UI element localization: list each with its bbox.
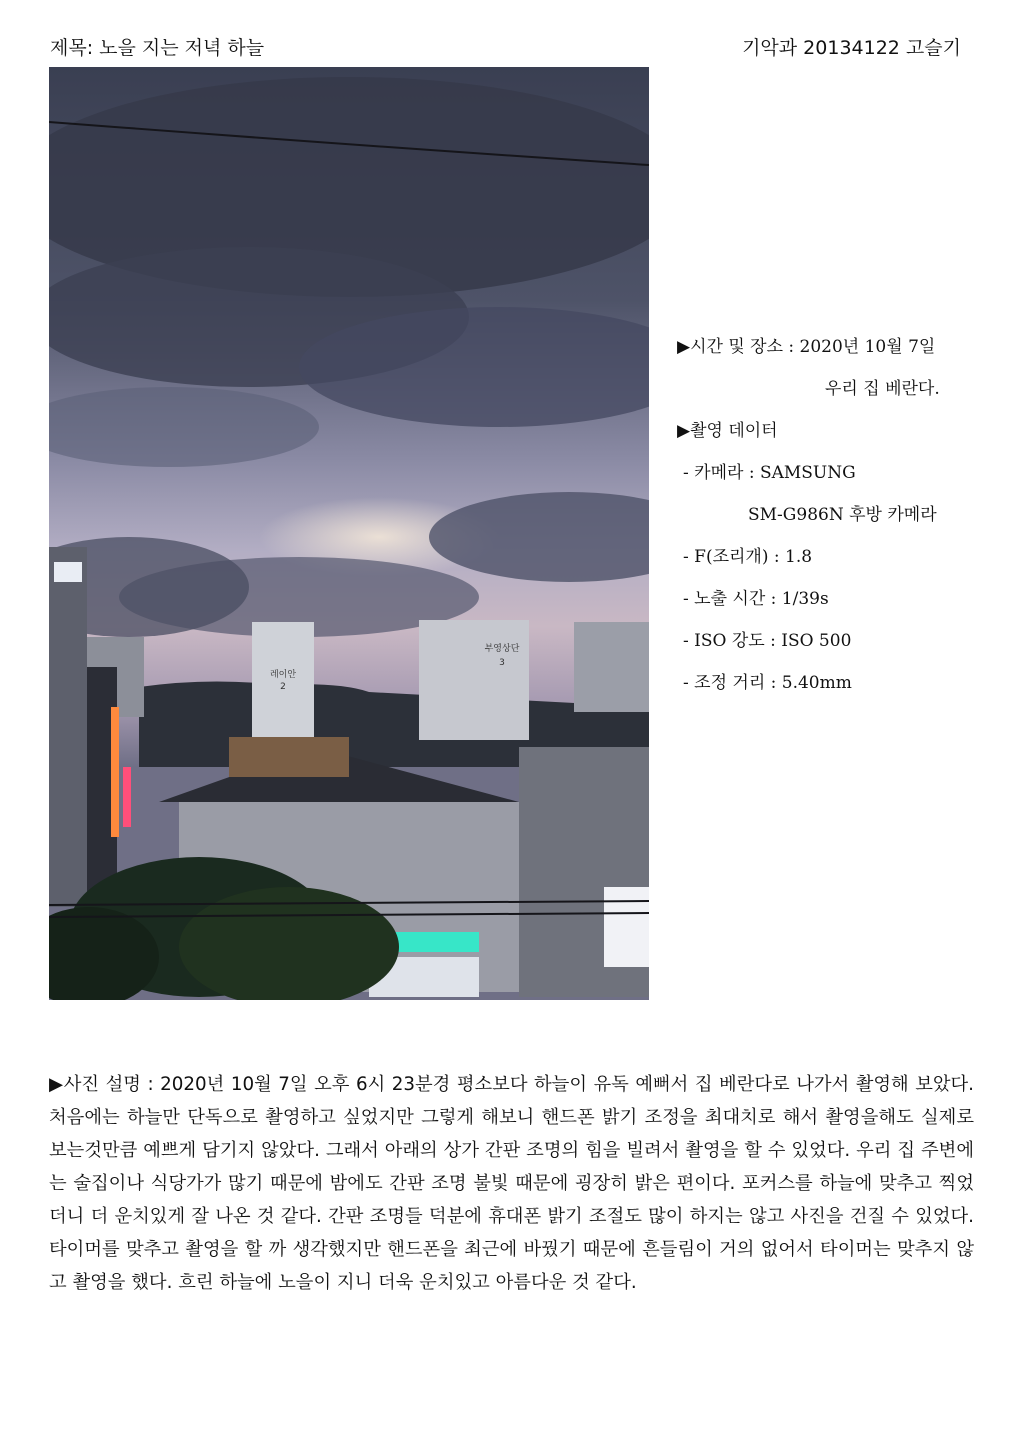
photo-description: ▶사진 설명 : 2020년 10월 7일 오후 6시 23분경 평소보다 하늘이 유독 예뻐서 집 베란다로 나가서 촬영해 보았다. 처음에는 하늘만 단독으로 촬영하고 싶었지만 그렇게 해보니 핸드폰 밝기 조정을 최대치로 해서 촬영을해도 실제로 보는것만큼 예쁘게 담기지 않았다. 그래서 아래의 상가 간판 조명의 힘을 빌려서 촬영을 할 수 있었다. 우리 집 주변에는 술집이나 식당가가 많기 때문에 밤에도 간판 조명 불빛 때문에 굉장히 밝은 편이다. 포커스를 하늘에 맞추고 찍었더니 더 운치있게 잘 나온 것 같다. 간판 조명들 덕분에 휴대폰 밝기 조절도 많이 하지는 않고 사진을 건질 수 있었다. 타이머를 맞추고 촬영을 할 까 생각했지만 핸드폰을 최근에 바꿨기 때문에 흔들림이 거의 없어서 타이머는 맞추지 않고 촬영을 했다. 흐린 하늘에 노을이 지니 더욱 운치있고 아름다운 것 같다. xyxy=(49,1074,974,1293)
aperture-info: - F(조리개) : 1.8 xyxy=(683,547,813,567)
iso-info: - ISO 강도 : ISO 500 xyxy=(683,631,852,651)
author-info: 기악과 20134122 고슬기 xyxy=(742,37,961,59)
page-title: 제목: 노을 지는 저녁 하늘 xyxy=(50,37,265,59)
svg-text:3: 3 xyxy=(499,658,505,668)
time-place-label: ▶시간 및 장소 : 2020년 10월 7일 xyxy=(677,337,936,357)
svg-text:2: 2 xyxy=(280,682,286,692)
shoot-data-label: ▶촬영 데이터 xyxy=(677,421,778,441)
camera-model: SM-G986N 후방 카메라 xyxy=(748,505,937,525)
building-sign-left: 레이안 xyxy=(269,670,297,680)
camera-info: - 카메라 : SAMSUNG xyxy=(683,463,856,483)
time-place-continuation: 우리 집 베란다. xyxy=(825,379,940,399)
building-sign-right: 부영상단 xyxy=(484,644,520,654)
focal-info: - 조정 거리 : 5.40mm xyxy=(683,673,852,693)
exposure-info: - 노출 시간 : 1/39s xyxy=(683,589,829,609)
sunset-photo xyxy=(49,67,649,1000)
photo-metadata xyxy=(677,333,997,711)
